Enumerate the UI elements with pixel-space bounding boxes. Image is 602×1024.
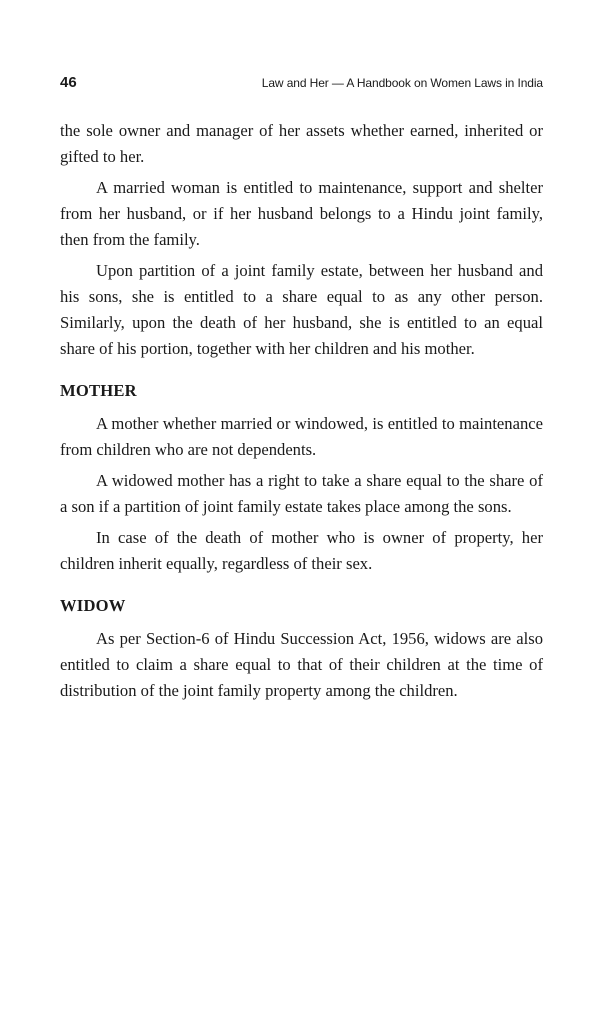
paragraph-widowed-mother-share: A widowed mother has a right to take a share equal to the share of a son if a partition of joint family estate takes place among the sons.	[60, 471, 543, 516]
running-title: Law and Her — A Handbook on Women Laws in India	[261, 76, 543, 90]
paragraph-widow-share: As per Section-6 of Hindu Succession Act, 1956, widows are also entitled to claim a share equal to that of their children at the time of distribution of the joint family property among the children.	[60, 629, 543, 700]
section-heading-widow: WIDOW	[60, 596, 126, 615]
paragraph-continuation: the sole owner and manager of her assets whether earned, inherited or gifted to her.	[60, 121, 543, 166]
paragraph-mother-death-inheritance: In case of the death of mother who is owner of property, her children inherit equally, regardless of their sex.	[60, 528, 543, 573]
page-number: 46	[60, 74, 77, 91]
paragraph-married-woman-maintenance: A married woman is entitled to maintenance, support and shelter from her husband, or if her husband belongs to a Hindu joint family, then from the family.	[60, 178, 543, 249]
section-heading-mother: MOTHER	[60, 381, 137, 400]
paragraph-partition-share: Upon partition of a joint family estate, between her husband and his sons, she is entitled to a share equal to as any other person. Similarly, upon the death of her husband, she is entitled to an equal share of his portion, together with her children and his mother.	[60, 261, 543, 358]
page-content	[60, 118, 543, 709]
page-header	[60, 73, 543, 93]
paragraph-mother-maintenance: A mother whether married or windowed, is entitled to maintenance from children who are not dependents.	[60, 414, 543, 459]
